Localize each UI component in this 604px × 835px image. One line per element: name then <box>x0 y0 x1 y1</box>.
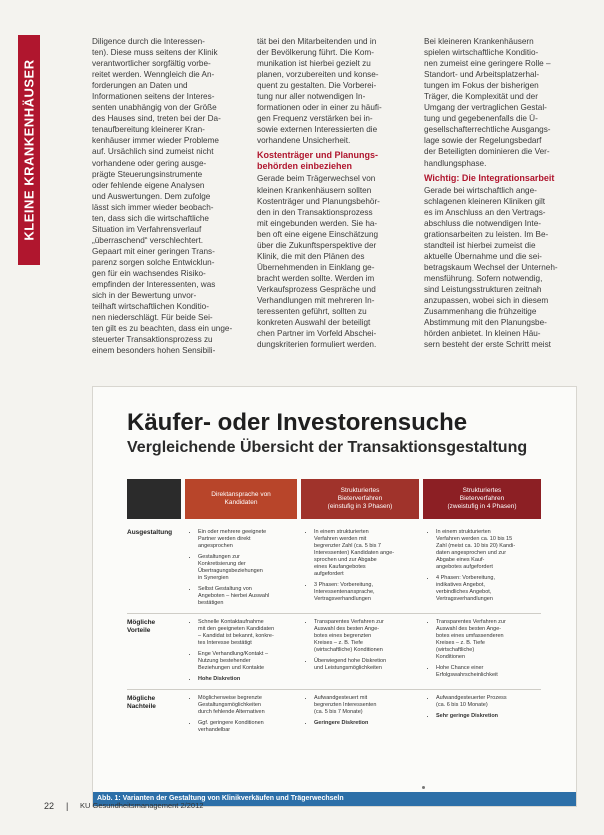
table-cell-item: • Hohe Chance einer Erfolgswahrscheinlichkeit <box>436 665 539 679</box>
section-tab-label: KLEINE KRANKENHÄUSER <box>21 59 37 241</box>
table-cell-item: • Schnelle Kontaktaufnahme mit den geeigneten Kandidaten – Kandidat ist bekannt, konkre- tes Interesse bestätigt <box>198 619 293 647</box>
table-cell <box>305 529 417 607</box>
table-cell-item: • Ein oder mehrere geeignete Partner werden direkt angesprochen <box>198 529 293 550</box>
figure-caption: Abb. 1: Varianten der Gestaltung von Klinikverkäufen und Trägerwechseln <box>93 792 576 806</box>
figure-transaction-overview <box>92 386 577 807</box>
table-cell-item: • Aufwandgesteuerter Prozess (ca. 6 bis 10 Monate) <box>436 695 539 709</box>
table-cell-item: • Sehr geringe Diskretion <box>436 713 539 720</box>
table-row-divider <box>127 689 541 690</box>
column-subheading: Wichtig: Die Integrationsarbeit <box>424 172 555 183</box>
table-cell-item: • Hohe Diskretion <box>198 676 293 683</box>
column-paragraph: Diligence durch die Interessen- ten). Diese muss seitens der Klinik verantwortlicher sorgfältig vorbe- reitet werden. Wenngleich die An- forderungen an Daten und Informationen seitens der Interes- senten unabhängig von der Größe des Hauses sind, treten bei der Da- tenaufbereitung kleinerer Kran- kenhäuser immer wieder Probleme auf. Ursächlich sind zumeist nicht vorhandene oder gering ausge- prägte Steuerungsinstrumente oder fehlende eigene Analysen und Auswertungen. Dem zufolge lässt sich immer wieder beobach- ten, dass sich die wirtschaftliche Situation im Verfahrensverlauf „überraschend“ verschlechtert. Gepaart mit einer geringen Trans- parenz sorgen solche Entwicklun- gen für ein wachsendes Risiko- empfinden der Interessenten, was sich in der Bewertung unvor- teilhaft wirtschaftlichen Konditio- nen niederschlägt. Für beide Sei- ten gilt es zu beachten, dass ein unge- steuerter Transaktionsprozess zu einem besonders hohen Sensibili- <box>92 37 233 356</box>
table-cell <box>305 695 417 731</box>
table-cell-item: • 3 Phasen: Vorbereitung, Interessentenansprache, Vertragsverhandlungen <box>314 582 417 603</box>
publication-name: KU Gesundheitsmanagement 2/2012 <box>80 801 204 810</box>
table-header-blank <box>127 479 181 519</box>
table-cell-item: • Aufwandgesteuert mit begrenzten Interessenten (ca. 5 bis 7 Monate) <box>314 695 417 716</box>
column-paragraph: Gerade beim Trägerwechsel von kleinen Krankenhäusern sollten Kostenträger und Planungsbehör- den in den Transaktionsprozess mit eingebunden werden. Sie ha- ben oft eine eigene Einschätzung über die Zukunftsperspektive der Klinik, die mit den Plänen des Übernehmenden in Einklang ge- bracht werden sollte. Werden im Verkaufsprozess Gespräche und Verhandlungen mit mehreren In- teressenten geführt, sollten zu konkreten Auswahl der beteiligt chen Partner im Vorfeld Abschei- dungskriterien formuliert werden. <box>257 174 380 350</box>
table-cell <box>427 619 539 683</box>
column-paragraph: Gerade bei wirtschaftlich ange- schlagenen kleineren Kliniken gilt es im Anschluss an den Vertrags- abschluss die notwendigen Inte- grationsarbeiten zu leisten. Im Be- standteil ist hierbei zumeist die aktuelle Übernahme und die sei- betragskaum Wechsel der Unterneh- mensführung. Sofern notwendig, sind Leistungsstrukturen zeitnah anzupassen, wobei sich in diesem Zusammenhang die frühzeitige Abstimmung mit den Planungsbe- hörden anbietet. In kleinen Häu- sern besteht der erste Schritt meist <box>424 185 558 350</box>
table-cell <box>427 695 539 724</box>
figure-title: Käufer- oder Investorensuche <box>127 409 468 436</box>
table-row-divider <box>127 613 541 614</box>
column-paragraph: Bei kleineren Krankenhäusern spielen wirtschaftliche Konditio- nen zumeist eine geringere Rolle – Standort- und Arbeitsplatzerhal- tungen im Fokus der bisherigen Träger, die Komplexität und der Umgang der vertraglichen Gestal- tung und gegebenenfalls die Ü- gesellschafterrechtliche Ausgangs- lage sowie der Regelungsbedarf der Beteiligten dominieren die Ver- handlungsphase. <box>424 37 551 168</box>
column-subheading: Kostenträger und Planungs- behörden einbeziehen <box>257 150 379 172</box>
table-cell-item: • Transparentes Verfahren zur Auswahl des besten Ange- botes eines umfassenderen Kreises – z. B. Tiefe (wirtschaftliche) Konditionen <box>436 619 539 661</box>
table-cell-item: • In einem strukturierten Verfahren werden mit begrenzter Zahl (ca. 5 bis 7 Interessenten) Kandidaten ange- sprochen und zur Abgabe eines Kaufangebotes aufgefordert <box>314 529 417 578</box>
section-tab <box>18 35 40 265</box>
table-header-direct: Direktansprache von Kandidaten <box>185 479 297 519</box>
text-column-2 <box>257 36 407 350</box>
table-cell-item: • Ggf. geringere Konditionen verhandelbar <box>198 720 293 734</box>
figure-subtitle: Vergleichende Übersicht der Transaktionsgestaltung <box>127 439 528 456</box>
table-cell-item: • Enge Verhandlung/Kontakt – Nutzung bestehender Beziehungen und Kontakte <box>198 651 293 672</box>
table-header-single-stage: Strukturiertes Bieterverfahren (einstufig in 3 Phasen) <box>301 479 419 519</box>
page-number: 22 <box>44 801 55 811</box>
table-row-label: Mögliche Nachteile <box>127 695 156 710</box>
table-cell-item: • Geringere Diskretion <box>314 720 417 727</box>
table-row-label: Ausgestaltung <box>127 529 173 536</box>
table-cell-item: • In einem strukturierten Verfahren werden ca. 10 bis 15 Zahl (meist ca. 10 bis 20) Kandi- daten angesprochen und zur Abgabe eines Kauf- angebotes aufgefordert <box>436 529 539 571</box>
table-cell-item: • 4 Phasen: Vorbereitung, indikatives Angebot, verbindliches Angebot, Vertragsverhandlungen <box>436 575 539 603</box>
text-column-3 <box>424 36 574 350</box>
table-cell-item: • Überwiegend hohe Diskretion und Leistungsmöglichkeiten <box>314 658 417 672</box>
table-cell-item: • Selbst Gestaltung von Angeboten – hierbei Auswahl bestätigen <box>198 586 293 607</box>
table-header-two-stage: Strukturiertes Bieterverfahren (zweistufig in 4 Phasen) <box>423 479 541 519</box>
page-dot <box>422 786 425 789</box>
table-cell-item: • Gestaltungen zur Konkretisierung der Übertragungsbeziehungen in Synergien <box>198 554 293 582</box>
table-row-label: Mögliche Vorteile <box>127 619 156 634</box>
table-cell <box>427 529 539 607</box>
footer-separator: | <box>66 801 69 811</box>
table-cell-item: • Transparentes Verfahren zur Auswahl des besten Ange- botes eines begrenzten Kreises – z. B. Tiefe (wirtschaftliche) Konditionen <box>314 619 417 654</box>
text-column-1 <box>92 36 242 356</box>
table-cell <box>189 529 293 611</box>
table-cell-item: • Möglicherweise begrenzte Gestaltungsmöglichkeiten durch fehlende Alternativen <box>198 695 293 716</box>
column-paragraph: tät bei den Mitarbeitenden und in der Bevölkerung führt. Die Kom- munikation ist hierbei gezielt zu planen, vorzubereiten und konse- quent zu gestalten. Die Vorberei- tung nur aller notwendigen In- formationen oder in einer zu häufi- gen Frequenz verstärken bei in- sowie externen Interessierten die vorhandene Unsicherheit. <box>257 37 382 146</box>
table-cell <box>189 619 293 687</box>
table-cell <box>189 695 293 738</box>
table-cell <box>305 619 417 676</box>
